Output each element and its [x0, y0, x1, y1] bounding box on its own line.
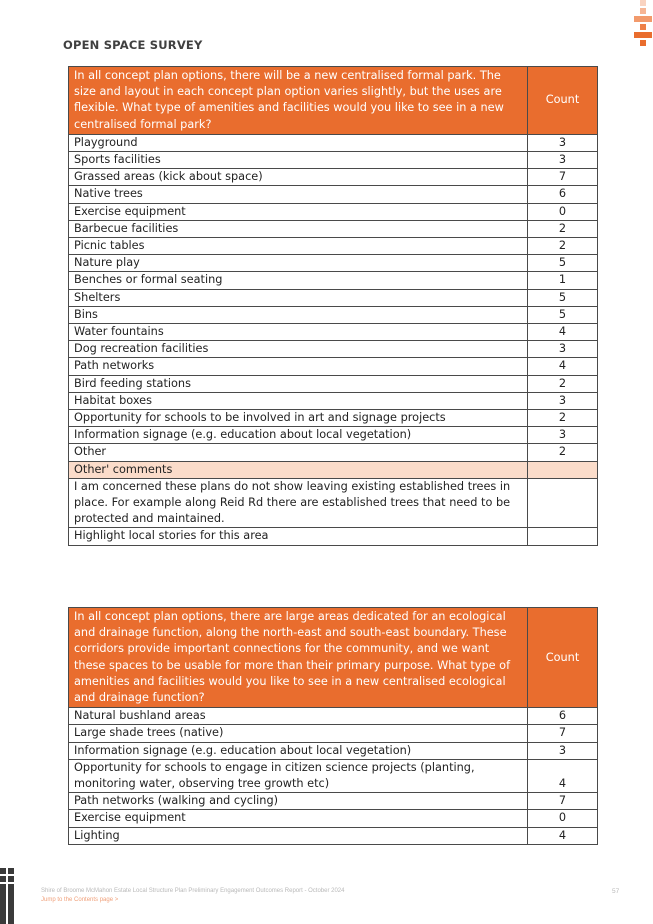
row-label: Nature play — [69, 255, 528, 272]
row-label: Information signage (e.g. education about local vegetation) — [69, 742, 528, 759]
row-label: Barbecue facilities — [69, 220, 528, 237]
row-label: Large shade trees (native) — [69, 725, 528, 742]
row-label: Bird feeding stations — [69, 375, 528, 392]
table-row — [69, 306, 598, 323]
table-row — [69, 324, 598, 341]
brand-logo-top — [632, 0, 653, 48]
row-count: 3 — [528, 742, 598, 759]
row-count: 7 — [528, 725, 598, 742]
row-label: Highlight local stories for this area — [69, 528, 528, 545]
page-title: OPEN SPACE SURVEY — [63, 38, 203, 52]
row-count: 5 — [528, 255, 598, 272]
row-count: 4 — [528, 324, 598, 341]
row-label: Water fountains — [69, 324, 528, 341]
row-count: 2 — [528, 238, 598, 255]
comments-header-row — [69, 461, 598, 478]
row-count — [528, 461, 598, 478]
table-body — [69, 134, 598, 545]
table-row — [69, 810, 598, 827]
table-row — [69, 152, 598, 169]
row-label: Path networks (walking and cycling) — [69, 793, 528, 810]
brand-logo-bottom — [0, 868, 20, 924]
row-count: 3 — [528, 134, 598, 151]
row-label: Native trees — [69, 186, 528, 203]
table-row — [69, 410, 598, 427]
question-cell: In all concept plan options, there are large areas dedicated for an ecological and drainage function, along the north-east and south-east boundary. These corridors provide important connections for the community, and we want these spaces to be usable for more than their primary purpose. What type of amenities and facilities would you like to see in a new centralised ecological and drainage function? — [69, 608, 528, 708]
row-label: Exercise equipment — [69, 810, 528, 827]
table-row — [69, 238, 598, 255]
table-row — [69, 203, 598, 220]
row-label: Picnic tables — [69, 238, 528, 255]
row-count: 6 — [528, 708, 598, 725]
table-body — [69, 708, 598, 845]
row-count: 0 — [528, 810, 598, 827]
formal-park-table — [68, 66, 598, 546]
row-count: 4 — [528, 358, 598, 375]
row-label: Exercise equipment — [69, 203, 528, 220]
row-count: 4 — [528, 759, 598, 792]
row-label: Playground — [69, 134, 528, 151]
row-label: Natural bushland areas — [69, 708, 528, 725]
ecological-drainage-table — [68, 607, 598, 845]
table-row — [69, 272, 598, 289]
row-count: 4 — [528, 827, 598, 844]
row-count: 7 — [528, 793, 598, 810]
comment-row — [69, 478, 598, 528]
contents-link[interactable]: Jump to the Contents page > — [41, 897, 119, 903]
row-label: Habitat boxes — [69, 392, 528, 409]
table-row — [69, 742, 598, 759]
table-row — [69, 759, 598, 792]
row-count: 7 — [528, 169, 598, 186]
row-count: 2 — [528, 375, 598, 392]
row-count: 3 — [528, 392, 598, 409]
row-label: Shelters — [69, 289, 528, 306]
row-label: Opportunity for schools to engage in citizen science projects (planting, monitoring water, observing tree growth etc) — [69, 759, 528, 792]
row-label: Sports facilities — [69, 152, 528, 169]
row-label: Other' comments — [69, 461, 528, 478]
row-label: Path networks — [69, 358, 528, 375]
table-row — [69, 134, 598, 151]
page-number: 57 — [612, 888, 620, 895]
row-label: Opportunity for schools to be involved in art and signage projects — [69, 410, 528, 427]
table-row — [69, 358, 598, 375]
row-label: Benches or formal seating — [69, 272, 528, 289]
table-row — [69, 169, 598, 186]
row-count — [528, 528, 598, 545]
row-label: Grassed areas (kick about space) — [69, 169, 528, 186]
table-row — [69, 392, 598, 409]
table-row — [69, 341, 598, 358]
table-row — [69, 793, 598, 810]
row-count: 2 — [528, 220, 598, 237]
table-row — [69, 255, 598, 272]
row-count: 3 — [528, 152, 598, 169]
row-label: I am concerned these plans do not show leaving existing established trees in place. For example along Reid Rd there are established trees that need to be protected and maintained. — [69, 478, 528, 528]
table-row — [69, 444, 598, 461]
row-label: Other — [69, 444, 528, 461]
row-count: 3 — [528, 427, 598, 444]
row-count — [528, 478, 598, 528]
row-count: 2 — [528, 410, 598, 427]
row-count: 3 — [528, 341, 598, 358]
row-count: 5 — [528, 289, 598, 306]
table-row — [69, 375, 598, 392]
row-count: 6 — [528, 186, 598, 203]
footer-report-title: Shire of Broome McMahon Estate Local Structure Plan Preliminary Engagement Outcomes Report - October 2024 — [41, 888, 345, 894]
row-label: Lighting — [69, 827, 528, 844]
table-row — [69, 827, 598, 844]
row-label: Dog recreation facilities — [69, 341, 528, 358]
table-row — [69, 220, 598, 237]
count-header: Count — [528, 608, 598, 708]
row-label: Information signage (e.g. education about local vegetation) — [69, 427, 528, 444]
row-label: Bins — [69, 306, 528, 323]
table-row — [69, 427, 598, 444]
table-row — [69, 289, 598, 306]
table-row — [69, 725, 598, 742]
table-row — [69, 708, 598, 725]
row-count: 2 — [528, 444, 598, 461]
footer — [41, 888, 344, 903]
count-header: Count — [528, 67, 598, 135]
row-count: 5 — [528, 306, 598, 323]
row-count: 0 — [528, 203, 598, 220]
table-header-row — [69, 608, 598, 708]
table-row — [69, 186, 598, 203]
table-header-row — [69, 67, 598, 135]
row-count: 1 — [528, 272, 598, 289]
question-cell: In all concept plan options, there will be a new centralised formal park. The size and layout in each concept plan option varies slightly, but the uses are flexible. What type of amenities and facilities would you like to see in a new centralised formal park? — [69, 67, 528, 135]
comment-row — [69, 528, 598, 545]
